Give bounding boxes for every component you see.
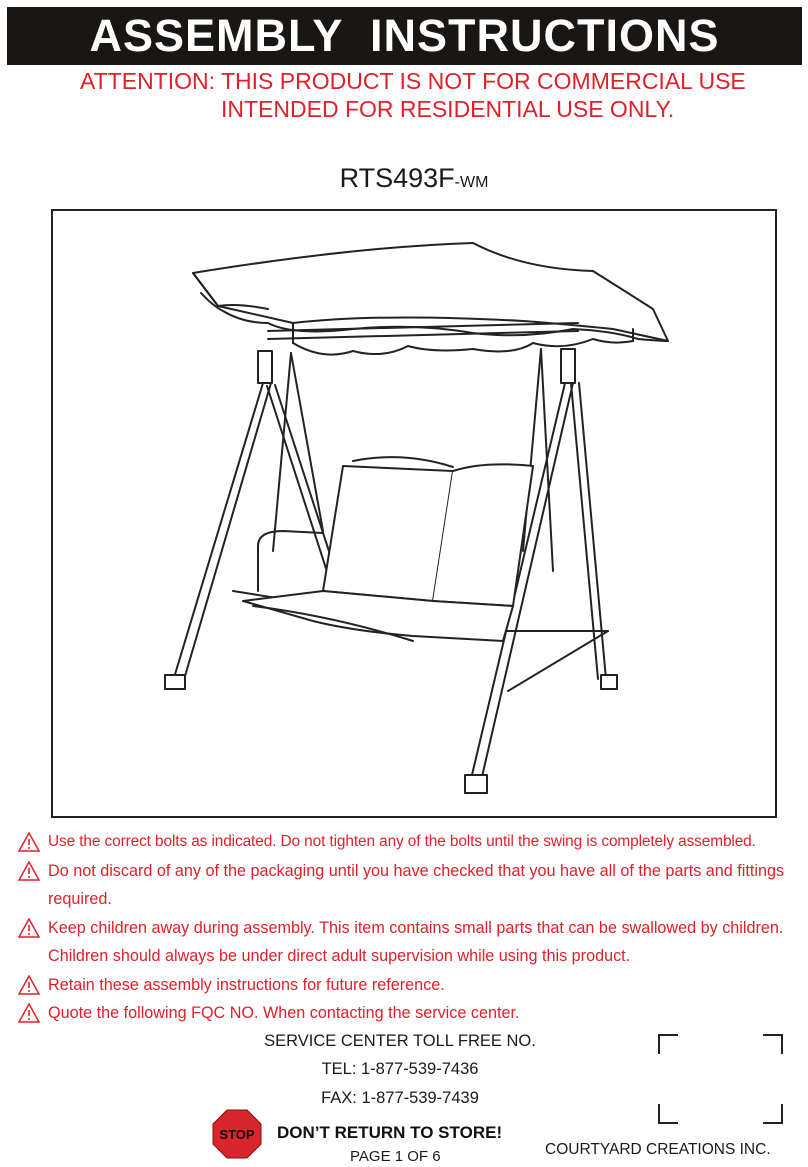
warning-text: Quote the following FQC NO. When contacting the service center. bbox=[48, 1004, 520, 1022]
fqc-corner-mark bbox=[763, 1104, 783, 1124]
fqc-corner-mark bbox=[763, 1034, 783, 1054]
safety-warnings bbox=[18, 828, 803, 1028]
warning-triangle-icon bbox=[18, 861, 40, 881]
warning-item bbox=[18, 828, 803, 857]
model-number-suffix: -WM bbox=[454, 174, 489, 191]
page-title: ASSEMBLY INSTRUCTIONS bbox=[7, 7, 802, 65]
warning-triangle-icon bbox=[18, 975, 40, 995]
fqc-corner-mark bbox=[658, 1034, 678, 1054]
model-number-main: RTS493F bbox=[339, 163, 455, 193]
service-tel: TEL: 1-877-539-7436 bbox=[321, 1060, 479, 1078]
company-name: COURTYARD CREATIONS INC. bbox=[545, 1141, 771, 1158]
fqc-corner-mark bbox=[658, 1104, 678, 1124]
service-fax: FAX: 1-877-539-7439 bbox=[321, 1089, 479, 1107]
stop-sign-icon bbox=[212, 1109, 262, 1159]
warning-text: Retain these assembly instructions for future reference. bbox=[48, 975, 445, 994]
product-illustration-frame bbox=[51, 209, 777, 818]
service-center-heading: SERVICE CENTER TOLL FREE NO. bbox=[264, 1032, 536, 1050]
warning-item bbox=[18, 999, 803, 1028]
dont-return-notice: DON’T RETURN TO STORE! bbox=[277, 1123, 503, 1142]
warning-item bbox=[18, 914, 803, 971]
attention-line-1: ATTENTION: THIS PRODUCT IS NOT FOR COMMERCIAL USE bbox=[80, 68, 746, 94]
attention-line-2: INTENDED FOR RESIDENTIAL USE ONLY. bbox=[221, 96, 675, 122]
warning-text: Do not discard of any of the packaging until you have checked that you have all of the parts and fittings required. bbox=[48, 861, 785, 908]
warning-text: Use the correct bolts as indicated. Do not tighten any of the bolts until the swing is completely assembled. bbox=[48, 833, 756, 850]
warning-item bbox=[18, 971, 803, 1000]
warning-triangle-icon bbox=[18, 918, 40, 938]
warning-item bbox=[18, 857, 803, 914]
stop-label: STOP bbox=[219, 1126, 255, 1142]
warning-triangle-icon bbox=[18, 1003, 40, 1023]
porch-swing-illustration bbox=[53, 211, 774, 815]
warning-text: Keep children away during assembly. This item contains small parts that can be swallowed by children. Children should always be under direct adult supervision while using this product. bbox=[48, 918, 784, 965]
model-number bbox=[0, 163, 808, 194]
warning-triangle-icon bbox=[18, 832, 40, 852]
page-number: PAGE 1 OF 6 bbox=[350, 1148, 441, 1165]
